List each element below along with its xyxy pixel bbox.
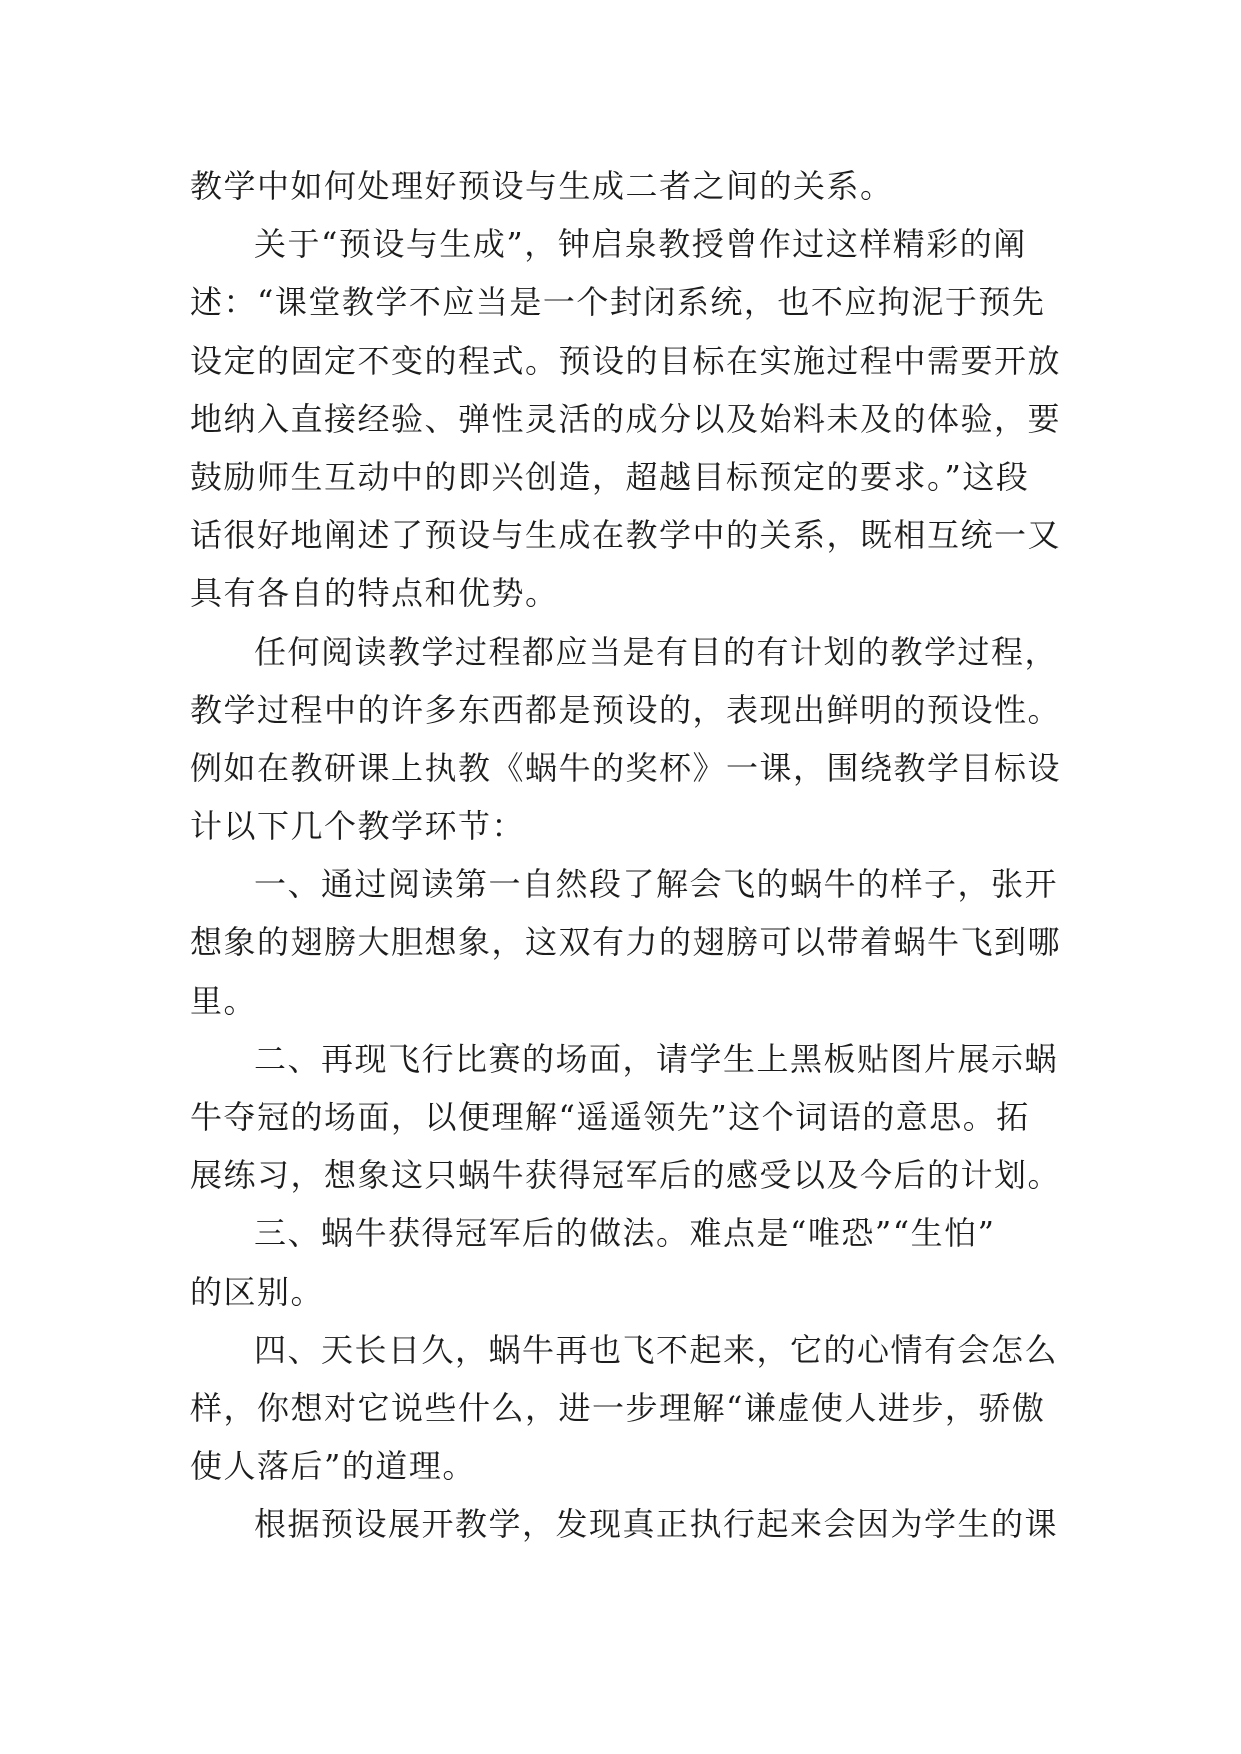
text-line: 鼓励师生互动中的即兴创造，超越目标预定的要求。”这段	[190, 457, 1030, 496]
text-line: 三、蜗牛获得冠军后的做法。难点是“唯恐”“生怕”	[254, 1214, 996, 1253]
text-line: 四、天长日久，蜗牛再也飞不起来，它的心情有会怎么	[254, 1330, 1059, 1369]
text-line: 的区别。	[190, 1272, 325, 1311]
text-line: 教学中如何处理好预设与生成二者之间的关系。	[190, 167, 894, 205]
text-line: 样，你想对它说些什么，进一步理解“谦虚使人进步，骄傲	[190, 1388, 1046, 1427]
text-line: 根据预设展开教学，发现真正执行起来会因为学生的课	[254, 1505, 1059, 1544]
text-line: 地纳入直接经验、弹性灵活的成分以及始料未及的体验，要	[190, 399, 1062, 438]
text-line: 一、通过阅读第一自然段了解会飞的蜗牛的样子，张开	[254, 865, 1059, 904]
text-line: 设定的固定不变的程式。预设的目标在实施过程中需要开放	[190, 341, 1062, 380]
text-line: 任何阅读教学过程都应当是有目的有计划的教学过程，	[254, 632, 1059, 671]
text-line: 关于“预设与生成”，钟启泉教授曾作过这样精彩的阐	[254, 225, 1027, 264]
text-line: 二、再现飞行比赛的场面，请学生上黑板贴图片展示蜗	[254, 1039, 1059, 1078]
text-line: 使人落后”的道理。	[190, 1447, 476, 1486]
text-line: 牛夺冠的场面，以便理解“遥遥领先”这个词语的意思。拓	[190, 1098, 1030, 1136]
text-line: 教学过程中的许多东西都是预设的，表现出鲜明的预设性。	[190, 690, 1062, 729]
text-line: 话很好地阐述了预设与生成在教学中的关系，既相互统一又	[190, 516, 1062, 555]
text-line: 例如在教研课上执教《蜗牛的奖杯》一课，围绕教学目标设	[190, 748, 1062, 787]
body-text	[190, 157, 1060, 1554]
text-line: 计以下几个教学环节：	[190, 807, 526, 846]
text-line: 想象的翅膀大胆想象，这双有力的翅膀可以带着蜗牛飞到哪	[190, 923, 1062, 962]
text-line: 述：“课堂教学不应当是一个封闭系统，也不应拘泥于预先	[190, 283, 1046, 322]
text-line: 展练习，想象这只蜗牛获得冠军后的感受以及今后的计划。	[190, 1156, 1062, 1195]
text-line: 具有各自的特点和优势。	[190, 574, 559, 613]
text-line: 里。	[190, 981, 258, 1020]
